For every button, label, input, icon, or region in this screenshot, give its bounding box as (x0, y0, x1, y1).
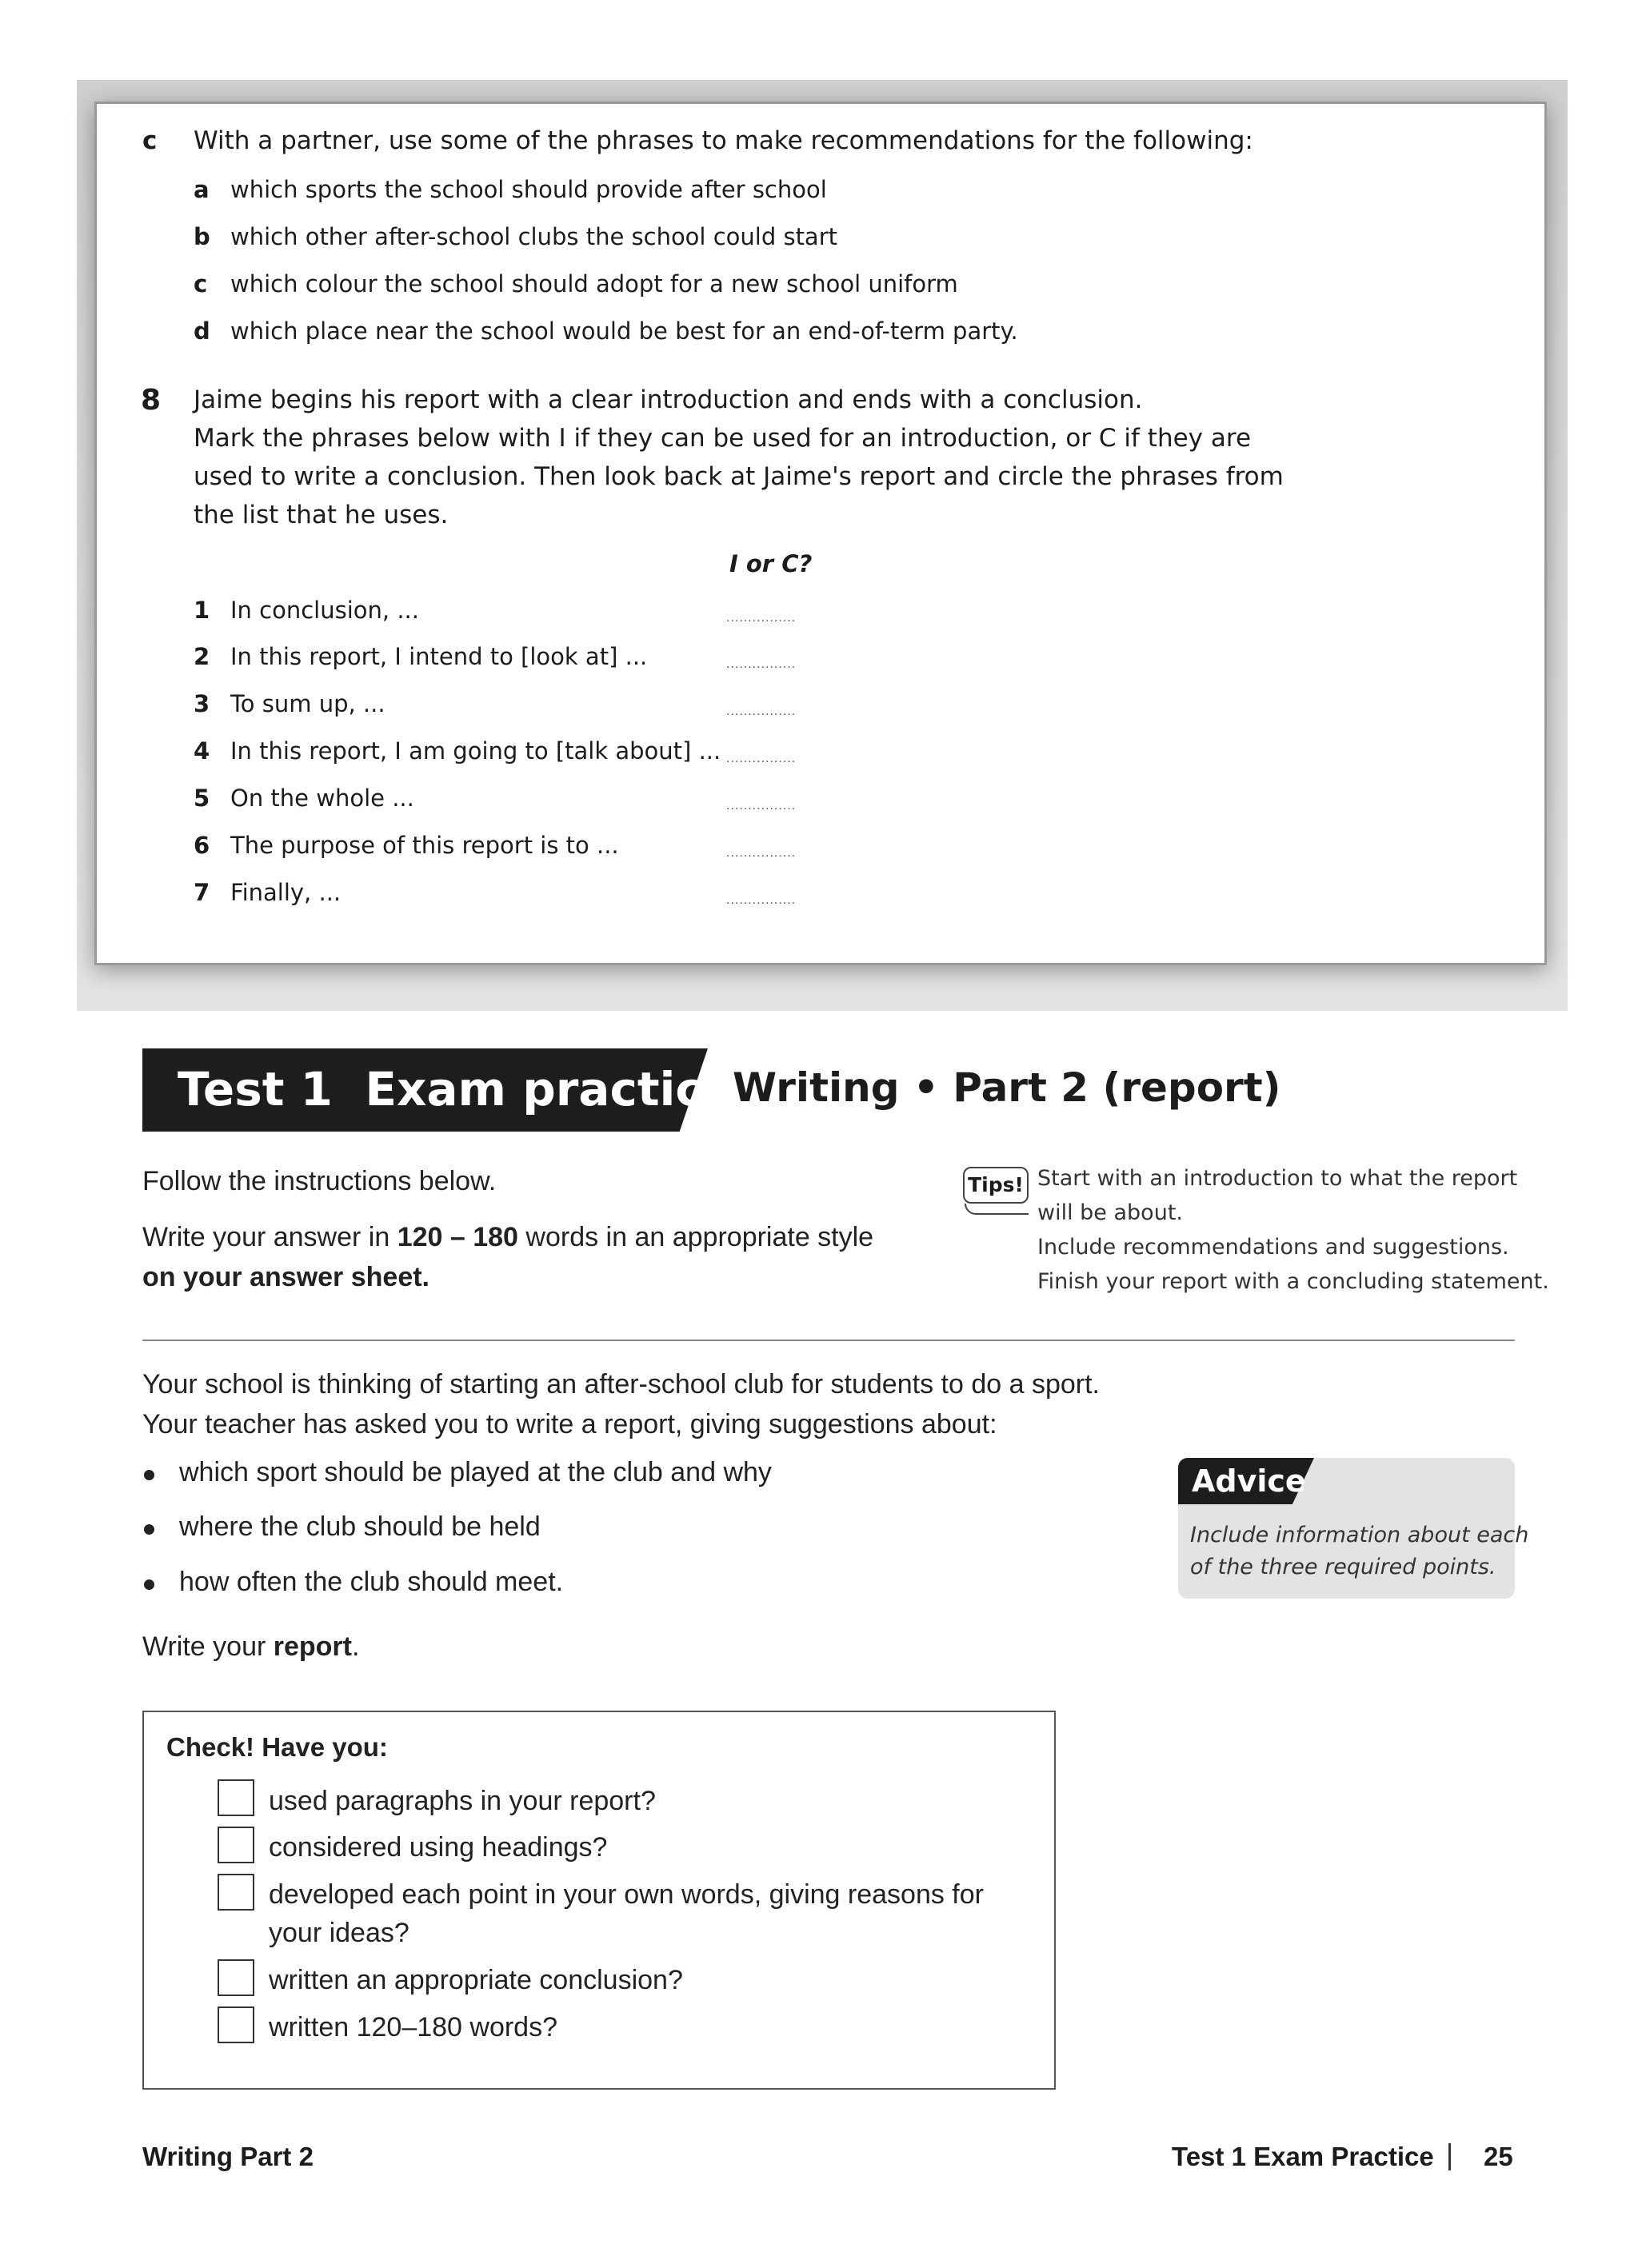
item-text: which other after-school clubs the school could start (230, 223, 837, 250)
write-prefix: Write your (142, 1631, 274, 1662)
item-letter: b (194, 223, 210, 250)
checklist-item: written an appropriate conclusion? (269, 1965, 683, 1995)
phrase-text: In conclusion, ... (230, 597, 419, 624)
footer-divider (1448, 2143, 1451, 2170)
tip-line: Include recommendations and suggestions. (1037, 1235, 1509, 1260)
section-title: Writing • Part 2 (report) (733, 1064, 1281, 1111)
checklist-checkbox[interactable] (218, 2006, 254, 2043)
advice-line: Include information about each (1190, 1523, 1529, 1547)
write-report-line (142, 1631, 359, 1663)
checklist-checkbox[interactable] (218, 1779, 254, 1816)
advice-line: of the three required points. (1190, 1555, 1496, 1579)
item-letter: c (194, 270, 208, 297)
phrase-text: In this report, I am going to [talk about] ... (230, 737, 721, 765)
exercise-8-line: Mark the phrases below with I if they can be used for an introduction, or C if they are (194, 424, 1252, 453)
phrase-number: 3 (194, 690, 210, 717)
answer-sheet-note: on your answer sheet. (142, 1262, 429, 1292)
exercise-8-line: used to write a conclusion. Then look back at Jaime's report and circle the phrases from (194, 462, 1284, 491)
footer-section-label: Writing Part 2 (142, 2142, 314, 2171)
tips-bracket-icon (965, 1204, 1029, 1215)
phrase-number: 5 (194, 785, 210, 812)
word-range: 120 – 180 (397, 1222, 518, 1252)
answer-blank[interactable]: ................ (726, 705, 797, 718)
phrase-number: 4 (194, 737, 210, 765)
item-text: which place near the school would be best for an end-of-term party. (230, 317, 1018, 345)
bullet-icon (144, 1470, 154, 1480)
page-number: 25 (1484, 2142, 1513, 2171)
footer-test-label: Test 1 Exam Practice (1172, 2142, 1434, 2171)
phrase-number: 6 (194, 832, 210, 859)
checklist-item: developed each point in your own words, giving reasons for (269, 1879, 984, 1910)
exercise-8-line: Jaime begins his report with a clear introduction and ends with a conclusion. (194, 385, 1143, 414)
phrase-number: 1 (194, 597, 210, 624)
tip-line: Start with an introduction to what the report (1037, 1166, 1518, 1191)
banner-title (178, 1054, 734, 1124)
phrase-text: The purpose of this report is to ... (230, 832, 619, 859)
answer-blank[interactable]: ................ (726, 893, 797, 907)
tip-line: will be about. (1037, 1200, 1183, 1225)
item-letter: d (194, 317, 210, 345)
advice-label: Advice (1192, 1463, 1306, 1499)
write-suffix: . (351, 1631, 360, 1662)
phrase-text: To sum up, ... (230, 690, 386, 717)
exercise-c-label: c (142, 126, 158, 155)
checklist-checkbox[interactable] (218, 1874, 254, 1911)
checklist-item: considered using headings? (269, 1832, 608, 1863)
tips-badge: Tips! (963, 1167, 1029, 1204)
follow-instructions: Follow the instructions below. (142, 1166, 497, 1196)
task-line: Your teacher has asked you to write a report, giving suggestions about: (142, 1409, 997, 1439)
answer-blank[interactable]: ................ (726, 657, 797, 671)
answer-blank[interactable]: ................ (726, 611, 797, 625)
tip-line: Finish your report with a concluding statement. (1037, 1269, 1549, 1294)
answer-blank[interactable]: ................ (726, 752, 797, 765)
answer-blank[interactable]: ................ (726, 846, 797, 860)
phrase-text: In this report, I intend to [look at] ... (230, 643, 648, 670)
checklist-checkbox[interactable] (218, 1827, 254, 1863)
checklist-checkbox[interactable] (218, 1959, 254, 1996)
bullet-icon (144, 1524, 154, 1535)
write-report-bold: report (273, 1631, 352, 1662)
phrase-number: 7 (194, 879, 210, 906)
item-text: which colour the school should adopt for a new school uniform (230, 270, 958, 297)
checklist-item: written 120–180 words? (269, 2012, 558, 2042)
item-text: which sports the school should provide after school (230, 176, 827, 203)
checklist-title: Check! Have you: (166, 1732, 388, 1762)
write-pre: Write your answer in (142, 1222, 398, 1252)
checklist-item: used paragraphs in your report? (269, 1786, 656, 1816)
phrase-text: On the whole ... (230, 785, 414, 812)
write-post: words in an appropriate style (517, 1222, 874, 1252)
write-answer-line (142, 1222, 873, 1253)
task-bullet: how often the club should meet. (179, 1567, 564, 1597)
phrase-text: Finally, ... (230, 879, 342, 906)
bullet-icon (144, 1579, 154, 1590)
column-header-i-or-c: I or C? (729, 550, 813, 577)
answer-blank[interactable]: ................ (726, 799, 797, 813)
task-line: Your school is thinking of starting an after-school club for students to do a sport. (142, 1369, 1100, 1400)
item-letter: a (194, 176, 210, 203)
banner-test-label: Test 1 (178, 1062, 333, 1116)
banner-exam-practice-label: Exam practice (365, 1062, 735, 1116)
task-bullet: which sport should be played at the club and why (179, 1457, 772, 1487)
exercise-8-line: the list that he uses. (194, 501, 449, 529)
task-bullet: where the club should be held (179, 1511, 541, 1542)
section-divider (142, 1340, 1515, 1341)
phrase-number: 2 (194, 643, 210, 670)
checklist-item-continued: your ideas? (269, 1918, 410, 1948)
exercise-8-number: 8 (141, 384, 162, 417)
exercise-c-instruction: With a partner, use some of the phrases to make recommendations for the following: (194, 126, 1253, 155)
